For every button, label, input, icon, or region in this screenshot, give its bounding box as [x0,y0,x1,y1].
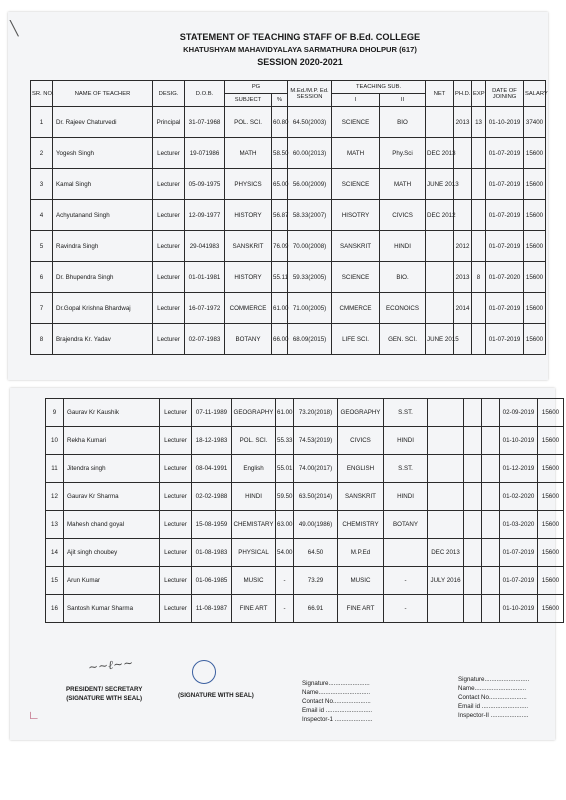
cell-t1: CIVICS [338,427,384,455]
header-phd: PH.D. [454,81,472,107]
cell-name: Dr.Gopal Krishna Bhardwaj [53,293,153,324]
inspector-2-contact: Contact No...................... [458,693,527,701]
cell-pct: 63.00 [276,511,294,539]
table-row [46,595,564,623]
pen-mark-icon: ∟ [28,708,40,722]
cell-exp [482,595,500,623]
table-row [31,324,546,355]
inspector-1-email: Email id ........................... [302,706,373,714]
cell-dob: 02-02-1988 [192,483,232,511]
cell-net [426,231,454,262]
cell-sr: 8 [31,324,53,355]
cell-med: 58.33(2007) [288,200,332,231]
header-net: NET [426,81,454,107]
cell-desig: Lecturer [153,324,185,355]
cell-net [426,293,454,324]
cell-net [428,595,464,623]
cell-t2: HINDI [384,427,428,455]
cell-t2: MATH [380,169,426,200]
cell-name: Yogesh Singh [53,138,153,169]
cell-desig: Lecturer [160,483,192,511]
cell-net: JUNE 2015 [426,324,454,355]
cell-pct: 66.00 [272,324,288,355]
cell-name: Jitendra singh [64,455,160,483]
cell-t2: BIO [380,107,426,138]
president-label: PRESIDENT/ SECRETARY [66,686,143,693]
cell-exp [472,138,486,169]
cell-pct: 58.50 [272,138,288,169]
cell-sr: 15 [46,567,64,595]
cell-t2: BOTANY [384,511,428,539]
inspector-2-signature: Signature.......................... [458,676,530,683]
cell-exp [472,231,486,262]
cell-salary: 15600 [524,169,546,200]
cell-phd [454,138,472,169]
cell-subject: GEOGRAPHY [232,399,276,427]
cell-med: 49.00(1986) [294,511,338,539]
cell-exp: 13 [472,107,486,138]
cell-med: 59.33(2005) [288,262,332,293]
cell-t1: SCIENCE [332,262,380,293]
inspector-1-label: Inspector-1 ...................... [302,715,373,723]
cell-net: JUNE 2013 [426,169,454,200]
cell-doj: 01-10-2019 [486,107,524,138]
cell-desig: Lecturer [160,427,192,455]
cell-exp [482,539,500,567]
cell-med: 63.50(2014) [294,483,338,511]
principal-seal-note: (SIGNATURE WITH SEAL) [178,692,254,699]
cell-pct: 56.87 [272,200,288,231]
cell-med: 64.50 [294,539,338,567]
header-name: NAME OF TEACHER [53,81,153,107]
inspector-2-name: Name.............................. [458,684,527,692]
cell-sr: 1 [31,107,53,138]
cell-t1: CMMERCE [332,293,380,324]
cell-exp [472,293,486,324]
header-designation: DESIG. [153,81,185,107]
cell-pct: 55.11 [272,262,288,293]
cell-med: 64.50(2003) [288,107,332,138]
cell-net: JULY 2016 [428,567,464,595]
cell-phd [464,427,482,455]
cell-t1: SCIENCE [332,107,380,138]
cell-exp [472,324,486,355]
cell-subject: MUSIC [232,567,276,595]
header-joining-date: DATE OF JOINING [486,81,524,107]
cell-dob: 29-041983 [185,231,225,262]
cell-salary: 15600 [538,595,564,623]
cell-doj: 01-10-2019 [500,595,538,623]
document-title: STATEMENT OF TEACHING STAFF OF B.Ed. COLLEGE [179,32,421,42]
cell-med: 56.00(2009) [288,169,332,200]
cell-salary: 15600 [538,483,564,511]
cell-dob: 05-09-1975 [185,169,225,200]
cell-sr: 2 [31,138,53,169]
president-seal-note: (SIGNATURE WITH SEAL) [66,694,143,702]
cell-t2: GEN. SCI. [380,324,426,355]
cell-t1: MUSIC [338,567,384,595]
header-teaching-sub: TEACHING SUB. [332,81,426,94]
cell-subject: COMMERCE [225,293,272,324]
cell-salary: 15600 [524,231,546,262]
cell-t2 [384,539,428,567]
cell-sr: 12 [46,483,64,511]
cell-subject: SANSKRIT [225,231,272,262]
cell-dob: 18-12-1983 [192,427,232,455]
cell-desig: Lecturer [153,231,185,262]
table-row [31,293,546,324]
cell-name: Rekha Kumari [64,427,160,455]
table-row [46,483,564,511]
inspector-2-email: Email id ........................... [458,702,529,710]
cell-pct: 76.09 [272,231,288,262]
cell-salary: 15600 [524,262,546,293]
pen-mark-icon: ╲ [10,20,19,36]
cell-doj: 01-07-2019 [486,231,524,262]
cell-name: Ajit singh choubey [64,539,160,567]
cell-dob: 12-09-1977 [185,200,225,231]
cell-net: DEC 2013 [428,539,464,567]
cell-exp [482,455,500,483]
table-row [31,169,546,200]
cell-dob: 16-07-1972 [185,293,225,324]
cell-sr: 6 [31,262,53,293]
cell-med: 74.53(2019) [294,427,338,455]
cell-pct: 61.00 [276,399,294,427]
cell-sr: 7 [31,293,53,324]
cell-sr: 16 [46,595,64,623]
cell-subject: BOTANY [225,324,272,355]
header-salary: SALARY [524,81,546,107]
cell-doj: 01-07-2019 [486,200,524,231]
cell-sr: 14 [46,539,64,567]
cell-name: Santosh Kumar Sharma [64,595,160,623]
inspector-1-signature: Signature........................ [302,680,370,687]
cell-subject: CHEMISTARY [232,511,276,539]
cell-salary: 15600 [538,455,564,483]
cell-t2: ECONOICS [380,293,426,324]
cell-med: 73.29 [294,567,338,595]
cell-subject: POL. SCI. [232,427,276,455]
cell-doj: 01-07-2019 [500,539,538,567]
cell-t2: Phy.Sci [380,138,426,169]
cell-t1: ENGLISH [338,455,384,483]
cell-t2: CIVICS [380,200,426,231]
cell-dob: 07-11-1989 [192,399,232,427]
cell-net [428,455,464,483]
cell-desig: Lecturer [153,293,185,324]
cell-desig: Lecturer [160,539,192,567]
cell-dob: 15-08-1959 [192,511,232,539]
cell-desig: Lecturer [160,399,192,427]
table-row [46,455,564,483]
cell-pct: 65.00 [272,169,288,200]
header-exp: EXP [472,81,486,107]
cell-t2: - [384,567,428,595]
cell-phd [464,595,482,623]
table-row [46,567,564,595]
cell-sr: 4 [31,200,53,231]
cell-phd [464,455,482,483]
cell-salary: 15600 [524,138,546,169]
cell-t1: SCIENCE [332,169,380,200]
cell-dob: 11-08-1987 [192,595,232,623]
cell-subject: HINDI [232,483,276,511]
cell-med: 70.00(2008) [288,231,332,262]
cell-med: 68.09(2015) [288,324,332,355]
cell-t1: CHEMISTRY [338,511,384,539]
table-row [31,262,546,293]
cell-pct: 59.50 [276,483,294,511]
principal-seal-icon [192,660,216,684]
cell-t2: S.ST. [384,399,428,427]
header-pg: PG [225,81,288,94]
college-name: KHATUSHYAM MAHAVIDYALAYA SARMATHURA DHOLPUR (617) [183,45,417,54]
cell-med: 74.00(2017) [294,455,338,483]
cell-med: 66.91 [294,595,338,623]
header-sr-no: SR. NO. [31,81,53,107]
president-block [66,686,142,704]
cell-dob: 01-01-1981 [185,262,225,293]
cell-net: DEC 2012 [426,200,454,231]
cell-name: Gaurav Kr Kaushik [64,399,160,427]
cell-phd: 2013 [454,262,472,293]
cell-dob: 02-07-1983 [185,324,225,355]
cell-sr: 9 [46,399,64,427]
table-row [31,107,546,138]
header-pg-subject: SUBJECT [225,94,272,107]
cell-t2: BIO. [380,262,426,293]
header-dob: D.O.B. [185,81,225,107]
cell-pct: - [276,595,294,623]
cell-name: Dr. Bhupendra Singh [53,262,153,293]
cell-salary: 37400 [524,107,546,138]
cell-doj: 01-07-2019 [486,324,524,355]
cell-doj: 01-10-2019 [500,427,538,455]
cell-doj: 01-02-2020 [500,483,538,511]
header-teaching-1: I [332,94,380,107]
header-med-session: M.Ed./M.P. Ed. SESSION [288,81,332,107]
cell-dob: 08-04-1991 [192,455,232,483]
cell-dob: 01-08-1983 [192,539,232,567]
cell-doj: 01-07-2019 [486,138,524,169]
cell-t1: LIFE SCI. [332,324,380,355]
staff-table-page-2 [45,398,564,623]
cell-net [426,107,454,138]
cell-t2: - [384,595,428,623]
cell-t2: HINDI [380,231,426,262]
cell-exp: 8 [472,262,486,293]
cell-subject: POL. SCI. [225,107,272,138]
cell-doj: 01-07-2019 [500,567,538,595]
cell-net [428,399,464,427]
cell-desig: Lecturer [160,567,192,595]
cell-salary: 15600 [524,200,546,231]
header-teaching-2: II [380,94,426,107]
cell-sr: 3 [31,169,53,200]
cell-exp [472,169,486,200]
cell-t1: FINE ART [338,595,384,623]
table-row [46,539,564,567]
cell-net [428,427,464,455]
cell-salary: 15600 [538,539,564,567]
cell-net [428,511,464,539]
cell-pct: 55.01 [276,455,294,483]
table-row [46,427,564,455]
cell-net: DEC 2013 [426,138,454,169]
cell-t1: GEOGRAPHY [338,399,384,427]
cell-name: Brajendra Kr. Yadav [53,324,153,355]
cell-salary: 15600 [538,399,564,427]
cell-t1: M.P.Ed [338,539,384,567]
cell-subject: English [232,455,276,483]
cell-desig: Lecturer [160,595,192,623]
inspector-2-block [458,676,529,721]
cell-name: Mahesh chand goyal [64,511,160,539]
cell-med: 60.00(2013) [288,138,332,169]
cell-sr: 10 [46,427,64,455]
cell-name: Dr. Rajeev Chaturvedi [53,107,153,138]
cell-name: Kamal Singh [53,169,153,200]
cell-exp [482,483,500,511]
cell-desig: Lecturer [160,455,192,483]
cell-subject: MATH [225,138,272,169]
cell-subject: HISTORY [225,262,272,293]
cell-name: Gaurav Kr Sharma [64,483,160,511]
cell-med: 71.00(2005) [288,293,332,324]
cell-exp [482,567,500,595]
cell-desig: Lecturer [160,511,192,539]
table-row [31,231,546,262]
table-row [46,399,564,427]
cell-sr: 11 [46,455,64,483]
cell-phd [464,539,482,567]
cell-phd: 2013 [454,107,472,138]
cell-t2: S.ST. [384,455,428,483]
cell-phd [464,399,482,427]
cell-sr: 5 [31,231,53,262]
cell-salary: 15600 [538,567,564,595]
cell-pct: 60.80 [272,107,288,138]
session-label: SESSION 2020-2021 [257,57,343,67]
cell-phd [454,200,472,231]
cell-name: Arun Kumar [64,567,160,595]
cell-phd: 2014 [454,293,472,324]
cell-phd [464,511,482,539]
cell-net [426,262,454,293]
cell-pct: 61.00 [272,293,288,324]
cell-t1: SANSKRIT [332,231,380,262]
cell-t1: HISOTRY [332,200,380,231]
cell-subject: PHYSICS [225,169,272,200]
cell-salary: 15600 [538,511,564,539]
cell-exp [472,200,486,231]
table-row [46,511,564,539]
cell-name: Ravindra Singh [53,231,153,262]
staff-table-page-1 [30,80,546,355]
cell-doj: 01-12-2019 [500,455,538,483]
president-signature: ~~ℓ~~ [87,655,134,675]
header-pg-percent: % [272,94,288,107]
cell-salary: 15600 [524,293,546,324]
cell-salary: 15600 [538,427,564,455]
cell-doj: 01-07-2019 [486,169,524,200]
cell-dob: 01-06-1985 [192,567,232,595]
cell-net [428,483,464,511]
cell-salary: 15600 [524,324,546,355]
inspector-1-name: Name.............................. [302,688,371,696]
table-row [31,138,546,169]
cell-doj: 02-09-2019 [500,399,538,427]
cell-dob: 19-071986 [185,138,225,169]
cell-phd: 2012 [454,231,472,262]
cell-desig: Lecturer [153,169,185,200]
table-row [31,200,546,231]
inspector-1-contact: Contact No...................... [302,697,371,705]
cell-phd [464,567,482,595]
cell-doj: 01-03-2020 [500,511,538,539]
cell-name: Achyutanand Singh [53,200,153,231]
inspector-1-block [302,680,373,725]
cell-phd [464,483,482,511]
cell-subject: PHYSICAL [232,539,276,567]
cell-sr: 13 [46,511,64,539]
cell-doj: 01-07-2020 [486,262,524,293]
cell-doj: 01-07-2019 [486,293,524,324]
cell-desig: Lecturer [153,262,185,293]
cell-med: 73.20(2018) [294,399,338,427]
cell-desig: Lecturer [153,200,185,231]
cell-subject: FINE ART [232,595,276,623]
inspector-2-label: Inspector-II ...................... [458,711,529,719]
cell-desig: Lecturer [153,138,185,169]
cell-pct: 55.33 [276,427,294,455]
cell-exp [482,427,500,455]
cell-dob: 31-07-1968 [185,107,225,138]
cell-subject: HISTORY [225,200,272,231]
cell-desig: Principal [153,107,185,138]
cell-t2: HINDI [384,483,428,511]
cell-exp [482,399,500,427]
cell-pct: 54.00 [276,539,294,567]
cell-exp [482,511,500,539]
cell-pct: - [276,567,294,595]
cell-t1: SANSKRIT [338,483,384,511]
cell-t1: MATH [332,138,380,169]
